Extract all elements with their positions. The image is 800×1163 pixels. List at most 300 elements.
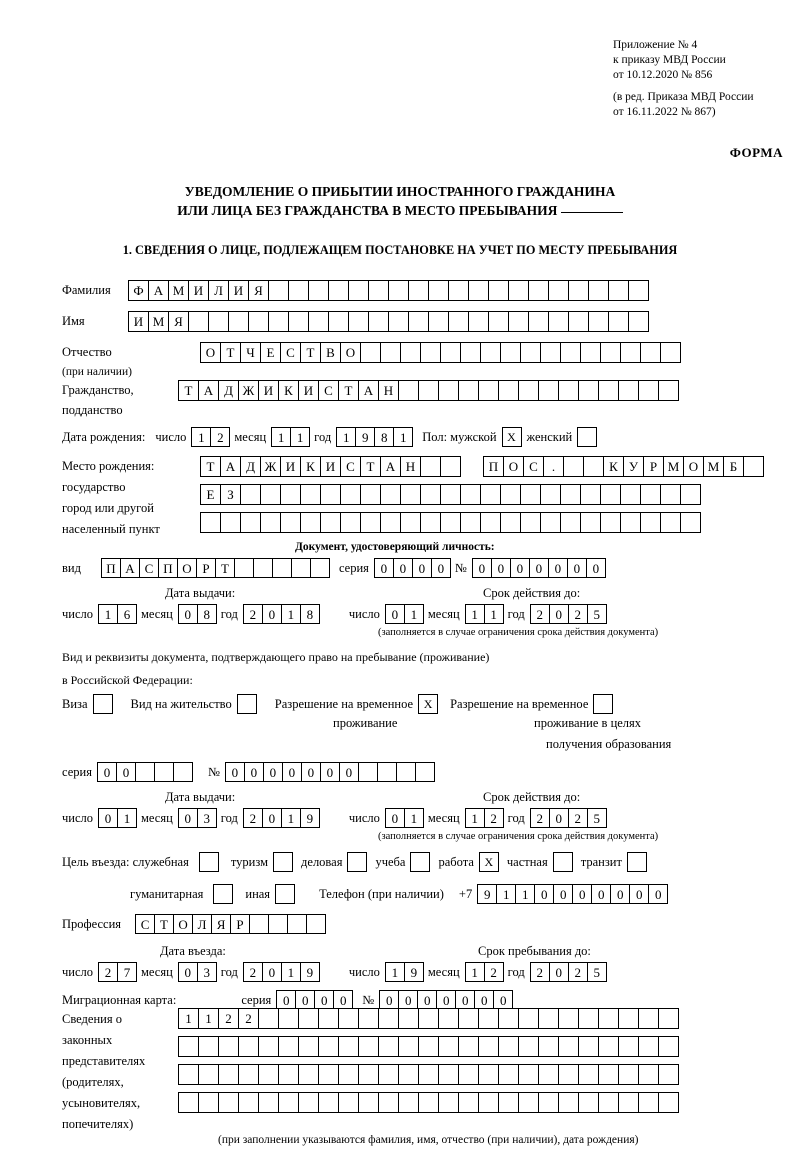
form-cell[interactable]: 0	[549, 962, 569, 982]
form-cell[interactable]	[438, 380, 459, 401]
form-cell[interactable]: 8	[300, 604, 320, 624]
entry-month-cells[interactable]	[178, 962, 216, 982]
form-cell[interactable]: И	[128, 311, 149, 332]
profession-cells[interactable]	[135, 914, 325, 934]
form-cell[interactable]	[520, 484, 541, 505]
form-cell[interactable]: 3	[197, 962, 217, 982]
form-cell[interactable]	[440, 512, 461, 533]
form-cell[interactable]: С	[135, 914, 155, 934]
form-cell[interactable]: 6	[117, 604, 137, 624]
form-cell[interactable]	[398, 1092, 419, 1113]
form-cell[interactable]	[478, 1092, 499, 1113]
form-cell[interactable]: О	[503, 456, 524, 477]
form-cell[interactable]	[460, 342, 481, 363]
form-cell[interactable]	[358, 1036, 379, 1057]
form-cell[interactable]	[420, 456, 441, 477]
form-cell[interactable]: Т	[220, 342, 241, 363]
form-cell[interactable]: А	[358, 380, 379, 401]
form-cell[interactable]	[458, 1092, 479, 1113]
form-cell[interactable]: 1	[465, 962, 485, 982]
form-cell[interactable]	[538, 1008, 559, 1029]
form-cell[interactable]	[538, 1064, 559, 1085]
form-cell[interactable]: У	[623, 456, 644, 477]
form-cell[interactable]	[200, 512, 221, 533]
form-cell[interactable]: 1	[404, 808, 424, 828]
form-cell[interactable]	[500, 512, 521, 533]
form-cell[interactable]	[278, 1036, 299, 1057]
form-cell[interactable]	[418, 1008, 439, 1029]
form-cell[interactable]	[178, 1092, 199, 1113]
stay-issue-month-cells[interactable]	[178, 808, 216, 828]
form-cell[interactable]: 0	[474, 990, 494, 1010]
form-cell[interactable]	[498, 1008, 519, 1029]
form-cell[interactable]: П	[483, 456, 504, 477]
form-cell[interactable]: 9	[404, 962, 424, 982]
form-cell[interactable]: Н	[378, 380, 399, 401]
form-cell[interactable]	[618, 380, 639, 401]
form-cell[interactable]: 0	[393, 558, 413, 578]
form-cell[interactable]: 0	[116, 762, 136, 782]
form-cell[interactable]	[318, 1092, 339, 1113]
form-cell[interactable]: 2	[530, 604, 550, 624]
form-cell[interactable]	[598, 1008, 619, 1029]
form-cell[interactable]	[618, 1036, 639, 1057]
form-cell[interactable]	[458, 1008, 479, 1029]
form-cell[interactable]: 2	[484, 808, 504, 828]
form-cell[interactable]	[498, 380, 519, 401]
form-cell[interactable]: С	[318, 380, 339, 401]
form-cell[interactable]: 0	[553, 884, 573, 904]
migration-number-cells[interactable]	[379, 990, 512, 1010]
form-cell[interactable]: К	[603, 456, 624, 477]
stay-issue-day-cells[interactable]	[98, 808, 136, 828]
phone-cells[interactable]	[477, 884, 667, 904]
form-cell[interactable]: О	[173, 914, 193, 934]
form-cell[interactable]	[658, 1064, 679, 1085]
form-cell[interactable]: 0	[510, 558, 530, 578]
form-cell[interactable]	[518, 1008, 539, 1029]
form-cell[interactable]: И	[298, 380, 319, 401]
form-cell[interactable]	[520, 512, 541, 533]
form-cell[interactable]	[500, 342, 521, 363]
form-cell[interactable]	[438, 1064, 459, 1085]
form-cell[interactable]	[618, 1008, 639, 1029]
form-cell[interactable]	[558, 1064, 579, 1085]
form-cell[interactable]: И	[280, 456, 301, 477]
form-cell[interactable]	[358, 762, 378, 782]
form-cell[interactable]: 2	[568, 962, 588, 982]
form-cell[interactable]	[396, 762, 416, 782]
form-cell[interactable]	[398, 1008, 419, 1029]
form-cell[interactable]	[348, 311, 369, 332]
form-cell[interactable]	[538, 1092, 559, 1113]
form-cell[interactable]	[600, 484, 621, 505]
form-cell[interactable]: 0	[412, 558, 432, 578]
form-cell[interactable]: П	[101, 558, 121, 578]
form-cell[interactable]: 2	[243, 962, 263, 982]
form-cell[interactable]: Ж	[238, 380, 259, 401]
birth-place-city-cells-3[interactable]	[200, 512, 700, 533]
form-cell[interactable]	[480, 342, 501, 363]
form-cell[interactable]: 0	[262, 808, 282, 828]
form-cell[interactable]	[260, 484, 281, 505]
temp-residence-checkbox[interactable]: X	[418, 694, 438, 714]
form-cell[interactable]	[560, 512, 581, 533]
form-cell[interactable]	[291, 558, 311, 578]
form-cell[interactable]	[598, 1064, 619, 1085]
form-cell[interactable]	[360, 484, 381, 505]
form-cell[interactable]: 0	[178, 962, 198, 982]
form-cell[interactable]	[520, 342, 541, 363]
form-cell[interactable]	[558, 380, 579, 401]
form-cell[interactable]: 0	[491, 558, 511, 578]
form-cell[interactable]	[173, 762, 193, 782]
form-cell[interactable]	[280, 512, 301, 533]
form-cell[interactable]: Ч	[240, 342, 261, 363]
form-cell[interactable]	[400, 342, 421, 363]
form-cell[interactable]	[378, 1092, 399, 1113]
patronymic-cells[interactable]	[200, 342, 680, 363]
form-cell[interactable]	[178, 1064, 199, 1085]
form-cell[interactable]	[480, 512, 501, 533]
form-cell[interactable]: 0	[455, 990, 475, 1010]
form-cell[interactable]: Я	[211, 914, 231, 934]
form-cell[interactable]	[328, 311, 349, 332]
form-cell[interactable]: 0	[262, 962, 282, 982]
form-cell[interactable]: 5	[587, 604, 607, 624]
purpose-humanitarian-checkbox[interactable]	[213, 884, 233, 904]
form-cell[interactable]	[478, 1064, 499, 1085]
form-cell[interactable]: А	[380, 456, 401, 477]
form-cell[interactable]: 0	[610, 884, 630, 904]
form-cell[interactable]	[500, 484, 521, 505]
form-cell[interactable]: Р	[196, 558, 216, 578]
doc-valid-day-cells[interactable]	[385, 604, 423, 624]
form-cell[interactable]	[598, 1036, 619, 1057]
form-cell[interactable]: Я	[168, 311, 189, 332]
form-cell[interactable]	[480, 484, 501, 505]
form-cell[interactable]: Т	[154, 914, 174, 934]
form-cell[interactable]	[380, 484, 401, 505]
form-cell[interactable]	[198, 1092, 219, 1113]
form-cell[interactable]	[380, 512, 401, 533]
form-cell[interactable]	[628, 311, 649, 332]
form-cell[interactable]: А	[120, 558, 140, 578]
form-cell[interactable]	[743, 456, 764, 477]
form-cell[interactable]	[578, 1064, 599, 1085]
form-cell[interactable]	[398, 380, 419, 401]
form-cell[interactable]	[658, 380, 679, 401]
form-cell[interactable]: 0	[295, 990, 315, 1010]
form-cell[interactable]: Н	[400, 456, 421, 477]
form-cell[interactable]: И	[320, 456, 341, 477]
form-cell[interactable]	[408, 311, 429, 332]
doc-number-cells[interactable]	[472, 558, 605, 578]
form-cell[interactable]	[298, 1008, 319, 1029]
form-cell[interactable]: О	[683, 456, 704, 477]
form-cell[interactable]	[415, 762, 435, 782]
form-cell[interactable]	[468, 280, 489, 301]
form-cell[interactable]: 0	[314, 990, 334, 1010]
form-cell[interactable]: 1	[191, 427, 211, 447]
form-cell[interactable]: 0	[436, 990, 456, 1010]
form-cell[interactable]: 1	[385, 962, 405, 982]
migration-series-cells[interactable]	[276, 990, 352, 1010]
form-cell[interactable]: К	[278, 380, 299, 401]
form-cell[interactable]: Б	[723, 456, 744, 477]
purpose-work-checkbox[interactable]: X	[479, 852, 499, 872]
form-cell[interactable]	[580, 512, 601, 533]
form-cell[interactable]	[600, 342, 621, 363]
form-cell[interactable]	[318, 1036, 339, 1057]
form-cell[interactable]: 9	[355, 427, 375, 447]
form-cell[interactable]	[448, 311, 469, 332]
form-cell[interactable]: 9	[477, 884, 497, 904]
form-cell[interactable]: Т	[360, 456, 381, 477]
form-cell[interactable]	[660, 342, 681, 363]
form-cell[interactable]	[220, 512, 241, 533]
form-cell[interactable]: .	[543, 456, 564, 477]
form-cell[interactable]	[498, 1092, 519, 1113]
form-cell[interactable]: 1	[404, 604, 424, 624]
stay-issue-year-cells[interactable]	[243, 808, 319, 828]
form-cell[interactable]	[228, 311, 249, 332]
form-cell[interactable]: 1	[281, 604, 301, 624]
form-cell[interactable]	[583, 456, 604, 477]
doc-issue-day-cells[interactable]	[98, 604, 136, 624]
form-cell[interactable]	[680, 512, 701, 533]
form-cell[interactable]	[328, 280, 349, 301]
form-cell[interactable]	[558, 1008, 579, 1029]
stay-series-cells[interactable]	[97, 762, 192, 782]
form-cell[interactable]	[458, 1064, 479, 1085]
form-cell[interactable]: М	[148, 311, 169, 332]
form-cell[interactable]: 2	[530, 962, 550, 982]
form-cell[interactable]: 0	[398, 990, 418, 1010]
form-cell[interactable]	[320, 484, 341, 505]
form-cell[interactable]	[298, 1064, 319, 1085]
form-cell[interactable]	[460, 484, 481, 505]
form-cell[interactable]	[308, 311, 329, 332]
form-cell[interactable]	[580, 484, 601, 505]
form-cell[interactable]: И	[188, 280, 209, 301]
form-cell[interactable]	[518, 1064, 539, 1085]
name-cells[interactable]	[128, 311, 648, 332]
form-cell[interactable]	[460, 512, 481, 533]
form-cell[interactable]: О	[200, 342, 221, 363]
birth-place-city-cells-1[interactable]	[483, 456, 763, 477]
form-cell[interactable]	[298, 1092, 319, 1113]
form-cell[interactable]	[568, 311, 589, 332]
form-cell[interactable]	[600, 512, 621, 533]
form-cell[interactable]: Р	[643, 456, 664, 477]
form-cell[interactable]	[258, 1008, 279, 1029]
form-cell[interactable]	[318, 1008, 339, 1029]
form-cell[interactable]: 9	[300, 962, 320, 982]
form-cell[interactable]: 1	[281, 808, 301, 828]
form-cell[interactable]	[448, 280, 469, 301]
form-cell[interactable]: А	[198, 380, 219, 401]
form-cell[interactable]: 0	[178, 604, 198, 624]
form-cell[interactable]: 0	[320, 762, 340, 782]
form-cell[interactable]	[358, 1008, 379, 1029]
form-cell[interactable]: Т	[200, 456, 221, 477]
form-cell[interactable]: 0	[417, 990, 437, 1010]
form-cell[interactable]	[440, 456, 461, 477]
form-cell[interactable]: О	[177, 558, 197, 578]
form-cell[interactable]	[428, 311, 449, 332]
form-cell[interactable]: М	[663, 456, 684, 477]
form-cell[interactable]	[398, 1064, 419, 1085]
form-cell[interactable]	[680, 484, 701, 505]
form-cell[interactable]	[540, 342, 561, 363]
doc-issue-year-cells[interactable]	[243, 604, 319, 624]
form-cell[interactable]	[518, 1036, 539, 1057]
form-cell[interactable]	[268, 914, 288, 934]
sex-male-checkbox[interactable]: X	[502, 427, 522, 447]
form-cell[interactable]: Ф	[128, 280, 149, 301]
form-cell[interactable]	[640, 484, 661, 505]
doc-kind-cells[interactable]	[101, 558, 329, 578]
form-cell[interactable]	[308, 280, 329, 301]
form-cell[interactable]: Ж	[260, 456, 281, 477]
legal-rep-cells-3[interactable]	[178, 1064, 678, 1085]
form-cell[interactable]	[377, 762, 397, 782]
form-cell[interactable]: С	[340, 456, 361, 477]
form-cell[interactable]	[278, 1064, 299, 1085]
form-cell[interactable]	[538, 380, 559, 401]
form-cell[interactable]: 1	[465, 808, 485, 828]
form-cell[interactable]: 1	[271, 427, 291, 447]
form-cell[interactable]	[240, 484, 261, 505]
form-cell[interactable]: 2	[238, 1008, 259, 1029]
form-cell[interactable]: 1	[393, 427, 413, 447]
form-cell[interactable]: О	[340, 342, 361, 363]
doc-issue-month-cells[interactable]	[178, 604, 216, 624]
form-cell[interactable]	[428, 280, 449, 301]
purpose-private-checkbox[interactable]	[553, 852, 573, 872]
form-cell[interactable]	[640, 342, 661, 363]
form-cell[interactable]	[249, 914, 269, 934]
form-cell[interactable]: 9	[300, 808, 320, 828]
form-cell[interactable]	[598, 380, 619, 401]
form-cell[interactable]: Л	[208, 280, 229, 301]
form-cell[interactable]: 2	[530, 808, 550, 828]
form-cell[interactable]	[135, 762, 155, 782]
form-cell[interactable]	[368, 311, 389, 332]
form-cell[interactable]: 2	[484, 962, 504, 982]
form-cell[interactable]: 0	[276, 990, 296, 1010]
form-cell[interactable]: 3	[197, 808, 217, 828]
form-cell[interactable]: А	[148, 280, 169, 301]
form-cell[interactable]: С	[139, 558, 159, 578]
form-cell[interactable]	[628, 280, 649, 301]
form-cell[interactable]	[618, 1064, 639, 1085]
form-cell[interactable]: 0	[282, 762, 302, 782]
form-cell[interactable]	[260, 512, 281, 533]
form-cell[interactable]	[338, 1008, 359, 1029]
form-cell[interactable]: Я	[248, 280, 269, 301]
form-cell[interactable]	[400, 484, 421, 505]
form-cell[interactable]	[658, 1008, 679, 1029]
form-cell[interactable]: 0	[572, 884, 592, 904]
form-cell[interactable]: 0	[225, 762, 245, 782]
form-cell[interactable]: Т	[300, 342, 321, 363]
form-cell[interactable]: 0	[648, 884, 668, 904]
form-cell[interactable]: И	[228, 280, 249, 301]
purpose-service-checkbox[interactable]	[199, 852, 219, 872]
form-cell[interactable]	[218, 1064, 239, 1085]
form-cell[interactable]: 2	[568, 604, 588, 624]
form-cell[interactable]	[380, 342, 401, 363]
form-cell[interactable]	[272, 558, 292, 578]
form-cell[interactable]	[620, 342, 641, 363]
form-cell[interactable]	[578, 1092, 599, 1113]
form-cell[interactable]: 5	[587, 962, 607, 982]
form-cell[interactable]: 5	[587, 808, 607, 828]
stay-valid-day-cells[interactable]	[385, 808, 423, 828]
form-cell[interactable]	[638, 1008, 659, 1029]
form-cell[interactable]: 0	[529, 558, 549, 578]
form-cell[interactable]	[238, 1092, 259, 1113]
form-cell[interactable]	[340, 512, 361, 533]
form-cell[interactable]: Л	[192, 914, 212, 934]
doc-valid-month-cells[interactable]	[465, 604, 503, 624]
form-cell[interactable]: 7	[117, 962, 137, 982]
form-cell[interactable]	[658, 1036, 679, 1057]
purpose-business-checkbox[interactable]	[347, 852, 367, 872]
form-cell[interactable]	[558, 1092, 579, 1113]
form-cell[interactable]: Е	[260, 342, 281, 363]
purpose-tourism-checkbox[interactable]	[273, 852, 293, 872]
form-cell[interactable]: 0	[385, 604, 405, 624]
form-cell[interactable]: И	[258, 380, 279, 401]
form-cell[interactable]	[540, 484, 561, 505]
form-cell[interactable]: 1	[117, 808, 137, 828]
form-cell[interactable]: 2	[243, 604, 263, 624]
form-cell[interactable]	[560, 342, 581, 363]
form-cell[interactable]	[658, 1092, 679, 1113]
form-cell[interactable]	[288, 311, 309, 332]
form-cell[interactable]	[568, 280, 589, 301]
form-cell[interactable]	[418, 380, 439, 401]
form-cell[interactable]: 2	[568, 808, 588, 828]
form-cell[interactable]	[360, 342, 381, 363]
form-cell[interactable]	[458, 380, 479, 401]
stay-until-month-cells[interactable]	[465, 962, 503, 982]
form-cell[interactable]	[388, 280, 409, 301]
stay-valid-month-cells[interactable]	[465, 808, 503, 828]
surname-cells[interactable]	[128, 280, 648, 301]
form-cell[interactable]: Т	[338, 380, 359, 401]
form-cell[interactable]: 1	[290, 427, 310, 447]
entry-day-cells[interactable]	[98, 962, 136, 982]
form-cell[interactable]: 0	[629, 884, 649, 904]
legal-rep-cells-1[interactable]	[178, 1008, 678, 1029]
form-cell[interactable]	[348, 280, 369, 301]
form-cell[interactable]	[478, 380, 499, 401]
form-cell[interactable]	[358, 1092, 379, 1113]
form-cell[interactable]: 0	[339, 762, 359, 782]
birth-place-city-cells-2[interactable]	[200, 484, 700, 505]
form-cell[interactable]	[498, 1036, 519, 1057]
form-cell[interactable]	[498, 1064, 519, 1085]
form-cell[interactable]: 0	[431, 558, 451, 578]
stay-number-cells[interactable]	[225, 762, 434, 782]
doc-series-cells[interactable]	[374, 558, 450, 578]
form-cell[interactable]: 1	[465, 604, 485, 624]
form-cell[interactable]: Р	[230, 914, 250, 934]
